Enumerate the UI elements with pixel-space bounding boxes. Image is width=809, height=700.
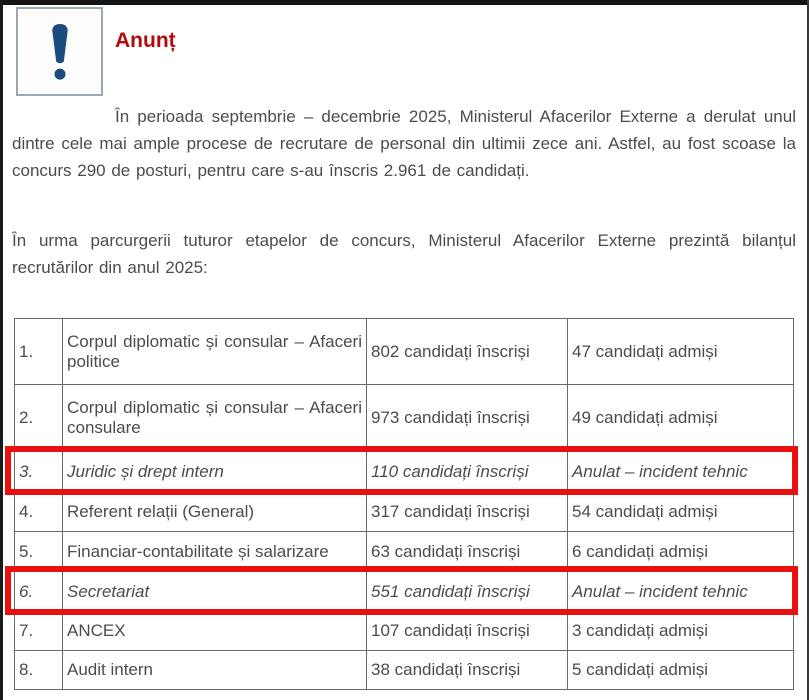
enrolled-cell: 38 candidați înscriși [367,651,568,690]
enrolled-cell: 317 candidați înscriși [367,492,568,532]
row-number-cell: 2. [15,385,63,452]
enrolled-cell: 973 candidați înscriși [367,385,568,452]
row-number-cell: 4. [15,492,63,532]
outcome-cell: Anulat – incident tehnic [568,572,794,612]
outcome-cell: 49 candidați admiși [568,385,794,452]
enrolled-cell: 802 candidați înscriși [367,319,568,385]
enrolled-cell: 107 candidați înscriși [367,612,568,651]
recruitment-results-table [14,318,794,690]
enrolled-cell: 110 candidați înscriși [367,452,568,492]
outcome-cell: Anulat – incident tehnic [568,452,794,492]
position-cell: Financiar-contabilitate și salarizare [63,532,367,572]
position-cell: Corpul diplomatic și consular – Afaceri consulare [63,385,367,452]
table-row [15,385,794,452]
enrolled-cell: 63 candidați înscriși [367,532,568,572]
page-title: Anunț [115,29,176,52]
summary-paragraph: În urma parcurgerii tuturor etapelor de concurs, Ministerul Afacerilor Externe prezintă bilanțul recrutărilor din anul 2025: [12,231,796,277]
position-cell: Audit intern [63,651,367,690]
row-number-cell: 6. [15,572,63,612]
position-cell: ANCEX [63,612,367,651]
outcome-cell: 54 candidați admiși [568,492,794,532]
position-cell: Secretariat [63,572,367,612]
warning-icon-box [16,7,103,96]
photo-frame-left [0,0,3,700]
exclamation-icon [43,21,77,83]
table-row-highlighted [15,452,794,492]
row-number-cell: 3. [15,452,63,492]
outcome-cell: 5 candidați admiși [568,651,794,690]
table-row [15,492,794,532]
outcome-cell: 47 candidați admiși [568,319,794,385]
enrolled-cell: 551 candidați înscriși [367,572,568,612]
table-row [15,532,794,572]
table-row [15,651,794,690]
position-cell: Corpul diplomatic și consular – Afaceri politice [63,319,367,385]
row-number-cell: 7. [15,612,63,651]
row-number-cell: 1. [15,319,63,385]
row-number-cell: 5. [15,532,63,572]
intro-paragraph: În perioada septembrie – decembrie 2025, Ministerul Afacerilor Externe a derulat unul dintre cele mai ample procese de recrutare de personal din ultimii zece ani. Astfel, au fost scoase la concurs 290 de posturi, pentru care s-au înscris 2.961 de candidați. [12,107,796,180]
outcome-cell: 6 candidați admiși [568,532,794,572]
photo-frame-top [0,0,809,5]
table-row [15,612,794,651]
table-row [15,319,794,385]
position-cell: Juridic și drept intern [63,452,367,492]
position-cell: Referent relații (General) [63,492,367,532]
row-number-cell: 8. [15,651,63,690]
table-row-highlighted [15,572,794,612]
outcome-cell: 3 candidați admiși [568,612,794,651]
